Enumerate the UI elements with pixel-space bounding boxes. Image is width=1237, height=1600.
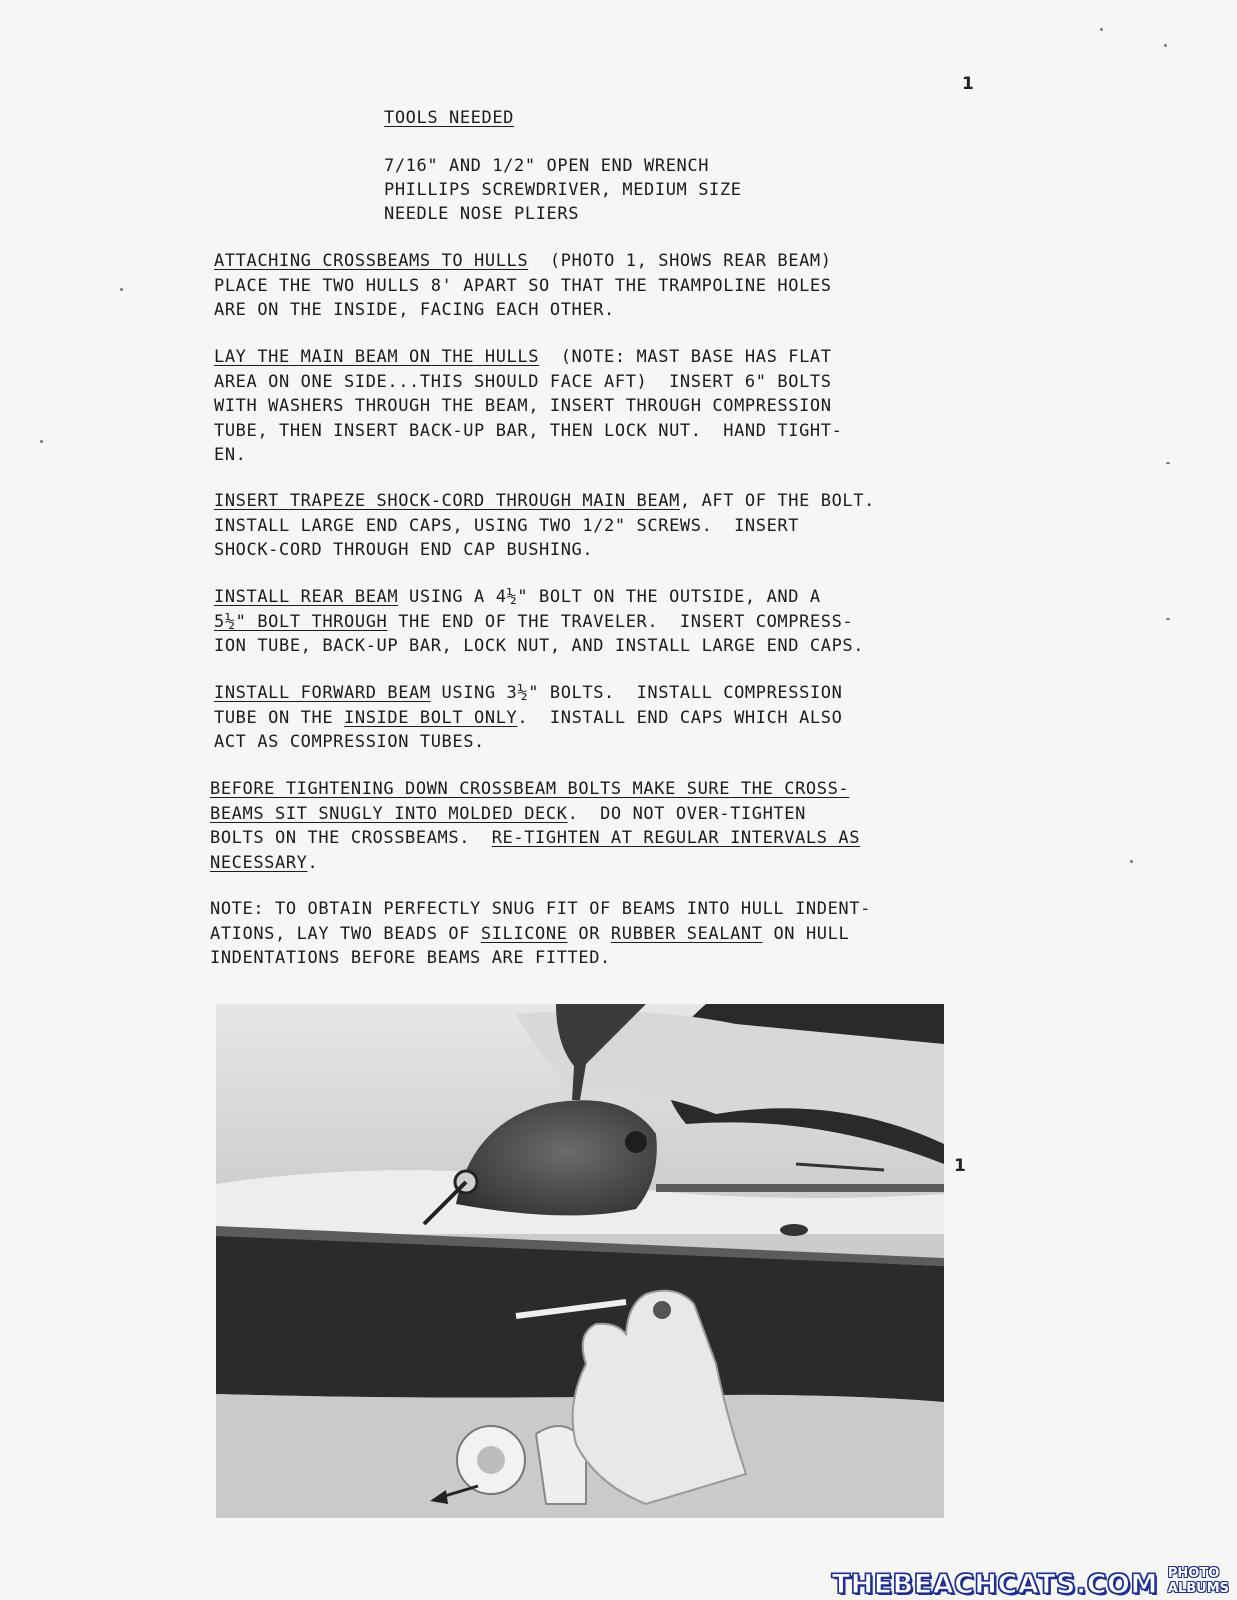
paragraph-main-beam: LAY THE MAIN BEAM ON THE HULLS (NOTE: MAST BASE HAS FLAT AREA ON ONE SIDE...THIS SHOULD FACE AFT) INSERT 6" BOLTS WITH WASHERS THROUGH THE BEAM, INSERT THROUGH COMPRESSION TUBE, THEN INSERT BACK-UP BAR, THEN LOCK NUT. HAND TIGHT- EN. xyxy=(214,347,843,465)
paragraph-rear-beam: INSTALL REAR BEAM USING A 4½" BOLT ON THE OUTSIDE, AND A 5½" BOLT THROUGH THE END OF THE TRAVELER. INSERT COMPRESS- ION TUBE, BACK-UP BAR, LOCK NUT, AND INSTALL LARGE END CAPS. xyxy=(214,587,865,656)
paragraph-forward-beam: INSTALL FORWARD BEAM USING 3½" BOLTS. INSTALL COMPRESSION TUBE ON THE INSIDE BOLT ONLY. INSTALL END CAPS WHICH ALSO ACT AS COMPRESSION TUBES. xyxy=(214,683,843,752)
section-heading: INSTALL REAR BEAM xyxy=(214,587,399,607)
scan-speck xyxy=(1130,860,1133,863)
page-number-side: 1 xyxy=(954,1156,966,1176)
tools-item: PHILLIPS SCREWDRIVER, MEDIUM SIZE xyxy=(384,180,742,200)
watermark-main: THEBEACHCATS.COM xyxy=(831,1569,1158,1600)
paragraph-attaching-crossbeams: ATTACHING CROSSBEAMS TO HULLS (PHOTO 1, SHOWS REAR BEAM) PLACE THE TWO HULLS 8' APART SO THAT THE TRAMPOLINE HOLES ARE ON THE INSIDE, FACING EACH OTHER. xyxy=(214,251,832,320)
section-heading: ATTACHING CROSSBEAMS TO HULLS xyxy=(214,251,529,271)
paragraph-tightening: BEFORE TIGHTENING DOWN CROSSBEAM BOLTS MAKE SURE THE CROSS- BEAMS SIT SNUGLY INTO MOLDED DECK. DO NOT OVER-TIGHTEN BOLTS ON THE CROSSBEAMS. RE-TIGHTEN AT REGULAR INTERVALS AS NECESSARY. xyxy=(210,779,861,873)
scan-speck xyxy=(40,440,43,443)
scan-speck xyxy=(1164,44,1167,47)
section-heading: INSTALL FORWARD BEAM xyxy=(214,683,431,703)
scan-speck xyxy=(120,288,123,291)
watermark-sub: PHOTO ALBUMS xyxy=(1167,1566,1229,1596)
paragraph-trapeze-shock-cord: INSERT TRAPEZE SHOCK-CORD THROUGH MAIN BEAM, AFT OF THE BOLT. INSTALL LARGE END CAPS, USING TWO 1/2" SCREWS. INSERT SHOCK-CORD THROUGH END CAP BUSHING. xyxy=(214,491,875,560)
scan-speck xyxy=(1100,28,1103,31)
paragraph-note-sealant: NOTE: TO OBTAIN PERFECTLY SNUG FIT OF BEAMS INTO HULL INDENT- ATIONS, LAY TWO BEADS OF SILICONE OR RUBBER SEALANT ON HULL INDENTATIONS BEFORE BEAMS ARE FITTED. xyxy=(210,899,871,968)
photo-rear-beam xyxy=(216,1004,944,1518)
section-heading: INSERT TRAPEZE SHOCK-CORD THROUGH MAIN BEAM xyxy=(214,491,680,511)
tools-heading: TOOLS NEEDED xyxy=(384,108,515,128)
tools-item: 7/16" AND 1/2" OPEN END WRENCH xyxy=(384,156,710,176)
scan-speck xyxy=(1166,618,1170,620)
page-number-top: 1 xyxy=(962,74,974,94)
section-heading: LAY THE MAIN BEAM ON THE HULLS xyxy=(214,347,540,367)
tools-item: NEEDLE NOSE PLIERS xyxy=(384,204,580,224)
scan-speck xyxy=(1166,462,1170,464)
watermark-logo xyxy=(831,1566,1229,1600)
